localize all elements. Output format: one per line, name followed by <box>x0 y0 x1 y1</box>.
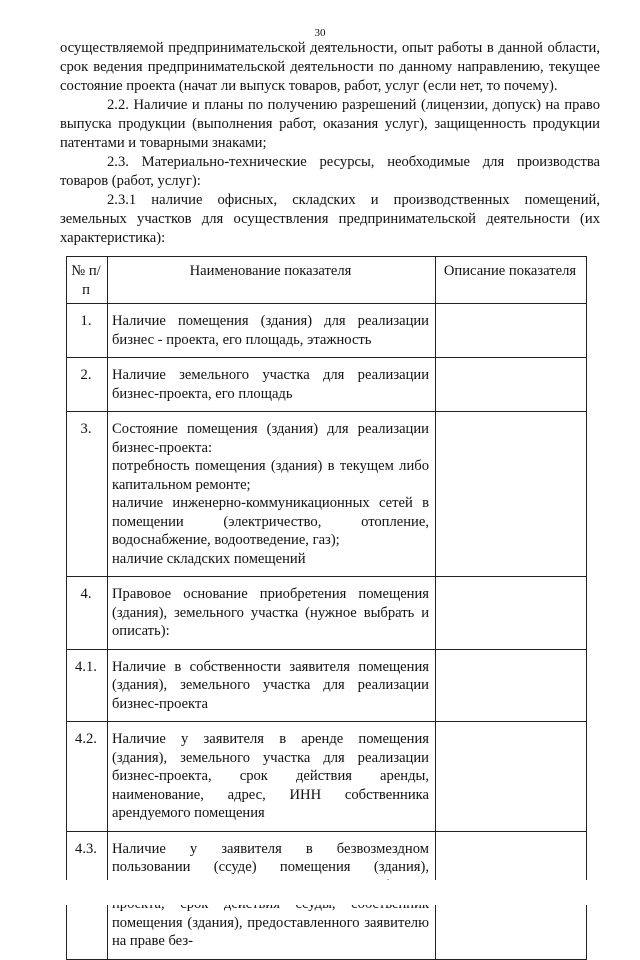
intro-paragraph: осуществляемой предпринимательской деятельности, опыт работы в данной области, срок ведения предпринимательской деятельности по данному направлению, текущее состояние проекта (начат ли выпуск товаров, работ, услуг (если нет, то почему). <box>60 40 600 94</box>
row-indicator-description[interactable] <box>436 649 587 722</box>
row-indicator-name: Состояние помещения (здания) для реализации бизнес-проекта: потребность помещения (здания) в текущем либо капитальном ремонте; наличие инженерно-коммуникационных сетей в помещении (электричество, отопление, водоснабжение, водоотведение, газ); наличие складских помещений <box>108 412 436 577</box>
row-number: 3. <box>67 412 108 577</box>
intro-paragraph: 2.3. Материально-технические ресурсы, необходимые для производства товаров (работ, услуг): <box>60 154 600 189</box>
row-number: 4.1. <box>67 649 108 722</box>
indicator-table <box>66 256 587 960</box>
row-number: 2. <box>67 358 108 412</box>
row-indicator-description[interactable] <box>436 412 587 577</box>
row-number: 4.3. <box>67 831 108 959</box>
row-indicator-name: Наличие помещения (здания) для реализации бизнес - проекта, его площадь, этажность <box>108 304 436 358</box>
intro-text <box>60 39 600 248</box>
header-indicator-name: Наименование показателя <box>108 257 436 304</box>
table-row <box>67 304 587 358</box>
header-indicator-description: Описание показателя <box>436 257 587 304</box>
row-indicator-description[interactable] <box>436 358 587 412</box>
row-number: 4. <box>67 577 108 650</box>
table-row <box>67 649 587 722</box>
table-row <box>67 358 587 412</box>
row-number: 1. <box>67 304 108 358</box>
table-row <box>67 412 587 577</box>
table-header-row <box>67 257 587 304</box>
row-indicator-name: Наличие в собственности заявителя помещения (здания), земельного участка для реализации бизнес-проекта <box>108 649 436 722</box>
row-indicator-description[interactable] <box>436 304 587 358</box>
row-indicator-name: Наличие у заявителя в аренде помещения (здания), земельного участка для реализации бизнес-проекта, срок действия аренды, наименование, адрес, ИНН собственника арендуемого помещения <box>108 722 436 832</box>
table-row <box>67 722 587 832</box>
row-number: 4.2. <box>67 722 108 832</box>
intro-paragraph: 2.2. Наличие и планы по получению разрешений (лицензии, допуск) на право выпуска продукции (выполнения работ, оказания услуг), защищенность продукции патентами и товарными знаками; <box>60 97 600 151</box>
row-indicator-description[interactable] <box>436 722 587 832</box>
page-number: 30 <box>314 27 326 39</box>
page-bottom-margin <box>0 880 640 905</box>
row-indicator-description[interactable] <box>436 577 587 650</box>
row-indicator-name: Наличие земельного участка для реализации бизнес-проекта, его площадь <box>108 358 436 412</box>
row-indicator-name: Правовое основание приобретения помещения (здания), земельного участка (нужное выбрать и описать): <box>108 577 436 650</box>
table-row <box>67 577 587 650</box>
header-number: № п/п <box>67 257 108 304</box>
row-indicator-name: Наличие у заявителя в безвозмездном пользовании (ссуде) помещения (здания), помещения (здания), предоставленного заявителю на праве без- <box>108 831 436 959</box>
intro-paragraph: 2.3.1 наличие офисных, складских и производственных помещений, земельных участков для осуществления предпринимательской деятельности (их характеристика): <box>60 192 600 246</box>
